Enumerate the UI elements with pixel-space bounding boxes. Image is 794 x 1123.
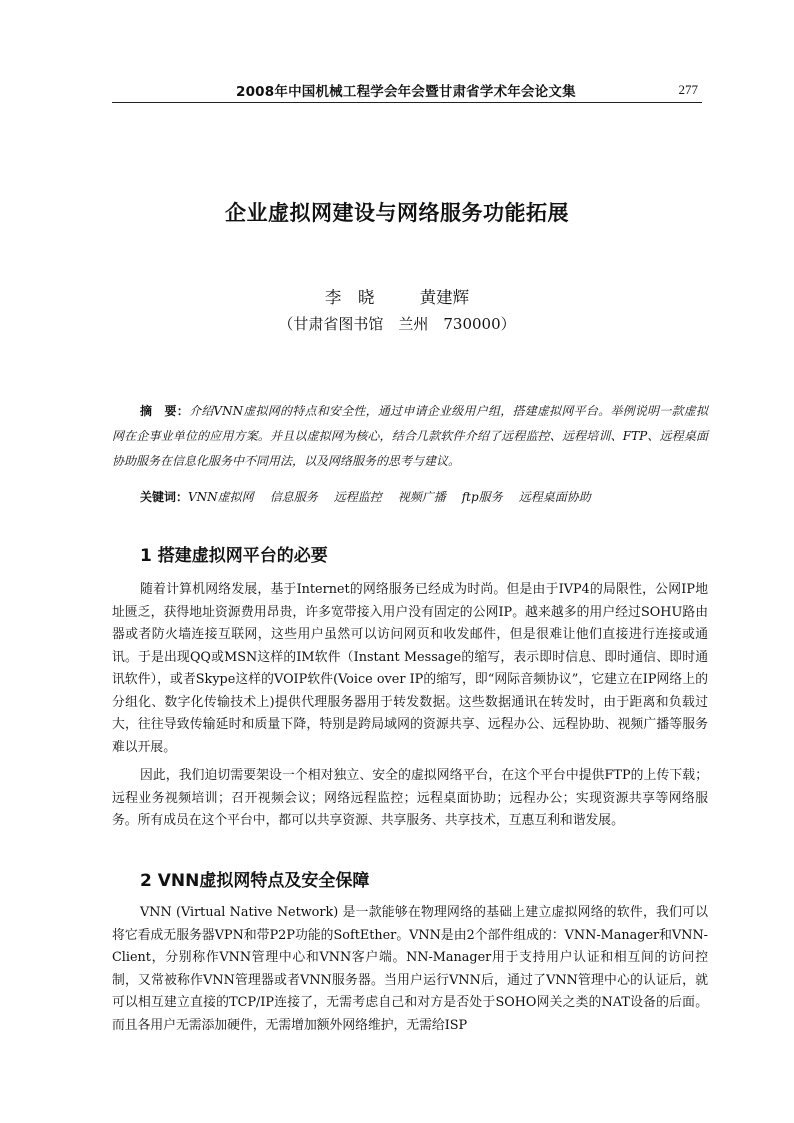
keyword: ftp服务 — [461, 490, 503, 504]
keyword: 远程监控 — [333, 490, 382, 504]
keyword: 视频广播 — [397, 490, 446, 504]
abstract-text: 介绍VNN虚拟网的特点和安全性，通过申请企业级用户组，搭建虚拟网平台。举例说明一款虚拟网在企事业单位的应用方案。并且以虚拟网为核心，结合几款软件介绍了远程监控、远程培训、FTP、远程桌面协助服务在信息化服务中不同用法，以及网络服务的思考与建议。 — [112, 404, 708, 468]
abstract-label: 摘 要： — [140, 404, 189, 418]
affiliation: （甘肃省图书馆 兰州 730000） — [278, 315, 516, 333]
authors — [0, 284, 794, 308]
body-paragraph: VNN (Virtual Native Network) 是一款能够在物理网络的基础上建立虚拟网络的软件，我们可以将它看成无服务器VPN和带P2P功能的SoftEther。VNN是由2个部件组成的：VNN-Manager和VNN-Client，分别称作VNN管理中心和VNN客户端。NN-Manager用于支持用户认证和相互间的访问控制，又常被称作VNN管理器或者VNN服务器。当用户运行VNN后，通过了VNN管理中心的认证后，就可以相互建立直接的TCP/IP连接了，无需考虑自己和对方是否处于SOHO网关之类的NAT设备的后面。而且各用户无需添加硬件，无需增加额外网络维护，无需给ISP — [112, 905, 708, 1033]
keyword: 远程桌面协助 — [518, 490, 591, 504]
author-name: 李 晓 — [324, 288, 375, 307]
paper-title: 企业虚拟网建设与网络服务功能拓展 — [225, 201, 569, 225]
body-paragraph: 随着计算机网络发展，基于Internet的网络服务已经成为时尚。但是由于IVP4的局限性，公网IP地址匮乏，获得地址资源费用昂贵，许多宽带接入用户没有固定的公网IP。越来越多的用户经过SOHU路由器或者防火墙连接互联网，这些用户虽然可以访问网页和收发邮件，但是很难让他们直接进行连接或通讯。于是出现QQ或MSN这样的IM软件（Instant Message的缩写，表示即时信息、即时通信、即时通讯软件），或者Skype这样的VOIP软件(Voice over IP的缩写，即“网际音频协议”，它建立在IP网络上的分组化、数字化传输技术上)提供代理服务器用于转发数据。这些数据通讯在转发时，由于距离和负载过大，往往导致传输延时和质量下降，特别是跨局域网的资源共享、远程办公、远程协助、视频广播等服务难以开展。 — [112, 582, 708, 755]
abstract — [112, 399, 708, 474]
author-name: 黄建辉 — [419, 288, 470, 307]
page-number: 277 — [678, 82, 698, 97]
running-header — [112, 78, 702, 103]
section-heading: 2 VNN虚拟网特点及安全保障 — [140, 871, 370, 891]
keywords-label: 关键词： — [140, 490, 189, 504]
keyword: 信息服务 — [269, 490, 318, 504]
keywords — [140, 488, 708, 505]
section-heading: 1 搭建虚拟网平台的必要 — [140, 546, 328, 566]
running-title: 2008年中国机械工程学会年会暨甘肃省学术年会论文集 — [236, 84, 576, 100]
body-paragraph: 因此，我们迫切需要架设一个相对独立、安全的虚拟网络平台，在这个平台中提供FTP的上传下载；远程业务视频培训；召开视频会议；网络远程监控；远程桌面协助；远程办公；实现资源共享等网络服务。所有成员在这个平台中，都可以共享资源、共享服务、共享技术，互惠互利和谐发展。 — [112, 768, 708, 828]
keyword: VNN虚拟网 — [188, 490, 254, 504]
